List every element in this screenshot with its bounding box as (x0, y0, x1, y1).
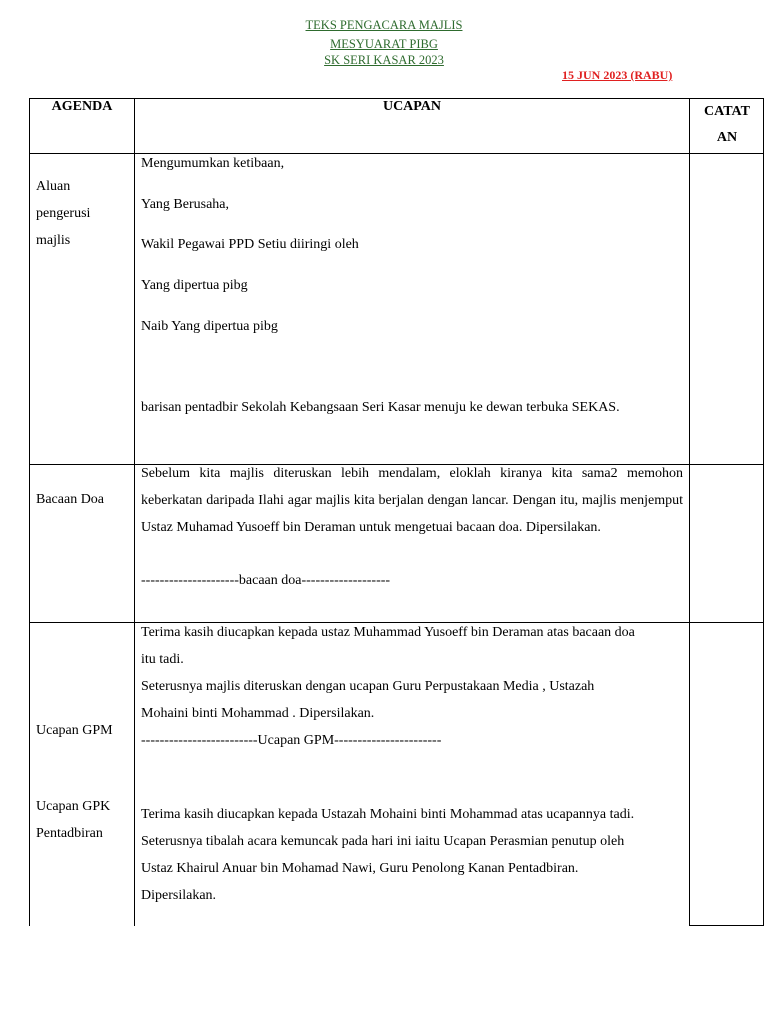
row2-doa-divider: ---------------------bacaan doa------------------- (141, 573, 391, 588)
row1-line-ydp: Yang dipertua pibg (141, 278, 248, 293)
meeting-title: MESYUARAT PIBG (330, 37, 438, 51)
agenda-aluan (36, 173, 90, 254)
agenda-ucapan-gpk (36, 793, 110, 847)
row2-doa-paragraph: Sebelum kita majlis diteruskan lebih mendalam, eloklah kiranya kita sama2 memohon keberkatan daripada Ilahi agar majlis kita berjalan dengan lancar. Dengan itu, majlis menjemput Ustaz Muhamad Yusoeff bin Deraman untuk mengetuai bacaan doa. Dipersilakan. (141, 466, 683, 535)
row3-gpm-divider: -------------------------Ucapan GPM----------------------- (141, 733, 442, 748)
row3-gpk-line4: Dipersilakan. (141, 888, 217, 903)
agenda-aluan-line3: majlis (36, 233, 71, 248)
table-border-left (29, 98, 30, 926)
table-col-divider-2 (689, 98, 690, 926)
catatan-header (690, 99, 764, 151)
row1-line-ppd: Wakil Pegawai PPD Setiu diiringi oleh (141, 237, 359, 252)
row3-gpk-line2: Seterusnya tibalah acara kemuncak pada hari ini iaitu Ucapan Perasmian penutup oleh (141, 834, 625, 849)
agenda-ucapan-gpm: Ucapan GPM (36, 723, 113, 738)
agenda-header: AGENDA (51, 99, 113, 114)
row3-gpk-paragraph (141, 801, 683, 909)
table-col-divider-1 (134, 98, 135, 926)
document-title: TEKS PENGACARA MAJLIS (305, 18, 463, 32)
row3-next-line2: Mohaini binti Mohammad . Dipersilakan. (141, 706, 375, 721)
row1-line-yb: Yang Berusaha, (141, 197, 230, 212)
row3-gpm-paragraph (141, 619, 683, 754)
row3-thanks-line2: itu tadi. (141, 652, 184, 667)
row1-line-announce: Mengumumkan ketibaan, (141, 156, 285, 171)
row3-gpk-line3: Ustaz Khairul Anuar bin Mohamad Nawi, Guru Penolong Kanan Pentadbiran. (141, 861, 579, 876)
row3-thanks-line1: Terima kasih diucapkan kepada ustaz Muhammad Yusoeff bin Deraman atas bacaan doa (141, 625, 635, 640)
catatan-bottom-line (689, 925, 764, 926)
agenda-gpk-line2: Pentadbiran (36, 826, 103, 841)
agenda-gpk-line1: Ucapan GPK (36, 799, 111, 814)
table-border-right (763, 98, 764, 926)
event-date: 15 JUN 2023 (RABU) (562, 68, 673, 82)
catatan-header-line2: AN (716, 130, 738, 145)
row1-line-naib: Naib Yang dipertua pibg (141, 319, 278, 334)
agenda-aluan-line1: Aluan (36, 179, 71, 194)
catatan-header-line1: CATAT (704, 104, 750, 119)
row3-next-line1: Seterusnya majlis diteruskan dengan ucapan Guru Perpustakaan Media , Ustazah (141, 679, 595, 694)
row1-line-barisan: barisan pentadbir Sekolah Kebangsaan Seri Kasar menuju ke dewan terbuka SEKAS. (141, 400, 620, 415)
ucapan-header: UCAPAN (382, 99, 442, 114)
agenda-aluan-line2: pengerusi (36, 206, 91, 221)
school-title: SK SERI KASAR 2023 (324, 53, 444, 67)
row3-gpk-line1: Terima kasih diucapkan kepada Ustazah Mohaini binti Mohammad atas ucapannya tadi. (141, 807, 635, 822)
agenda-bacaan-doa: Bacaan Doa (36, 492, 105, 507)
